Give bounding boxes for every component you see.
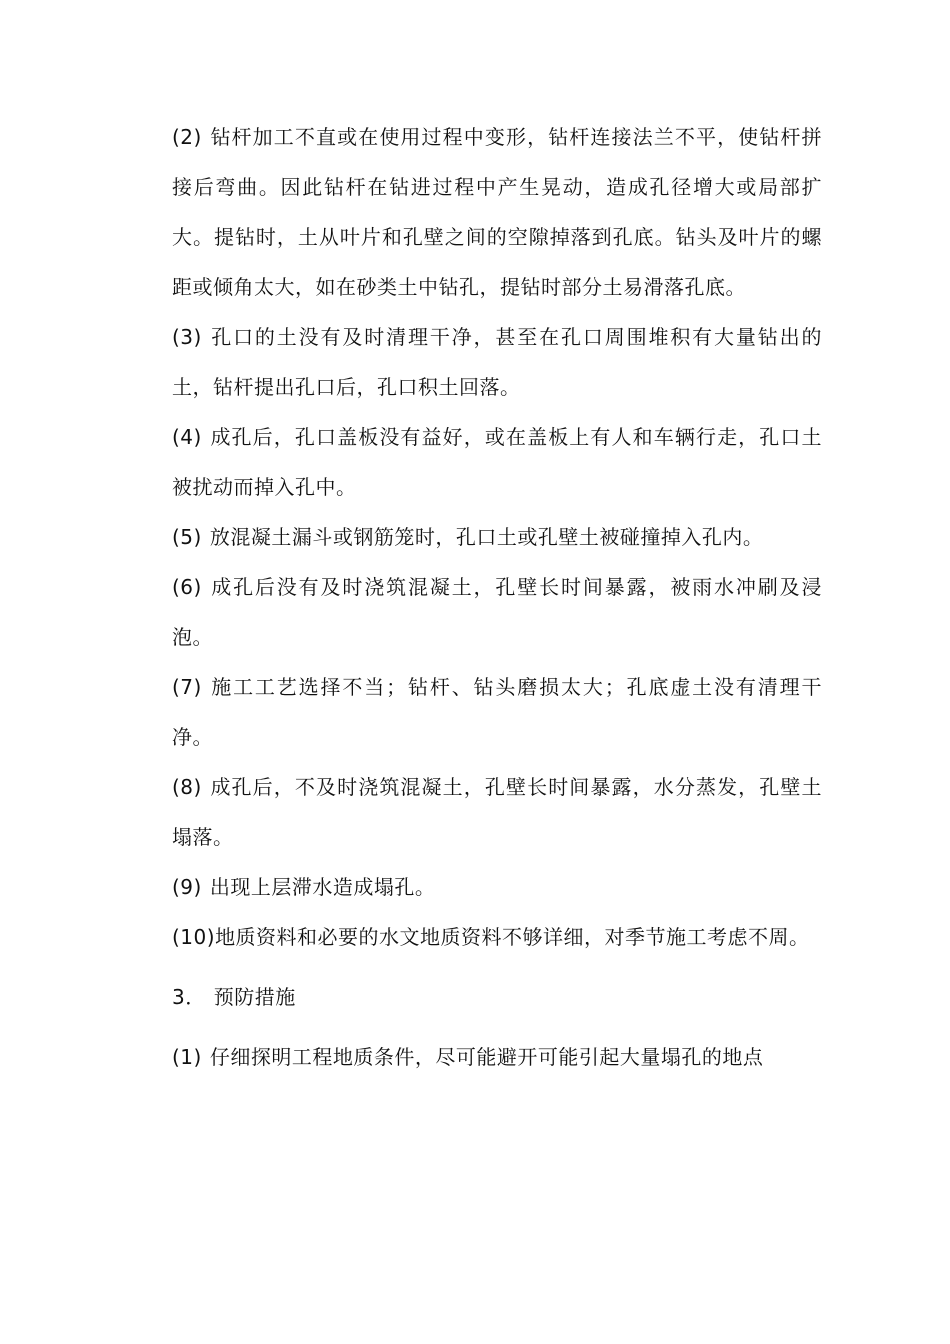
section-title: 预防措施	[213, 985, 296, 1009]
item-text: 成孔后，孔口盖板没有益好，或在盖板上有人和车辆行走，孔口土被扰动而掉入孔中。	[172, 425, 822, 499]
item-label: (2)	[172, 125, 202, 149]
item-text: 地质资料和必要的水文地质资料不够详细，对季节施工考虑不周。	[215, 925, 810, 949]
item-text: 仔细探明工程地质条件，尽可能避开可能引起大量塌孔的地点	[209, 1045, 764, 1069]
item-label: (6)	[172, 575, 202, 599]
section-number: 3．	[172, 985, 206, 1009]
item-label: (9)	[172, 875, 202, 899]
document-body	[172, 112, 822, 1082]
item-label: (3)	[172, 325, 202, 349]
list-item-2	[172, 112, 822, 312]
list-item-10	[172, 912, 822, 962]
measure-item-1	[172, 1032, 822, 1082]
item-label: (5)	[172, 525, 202, 549]
list-item-9	[172, 862, 822, 912]
item-text: 放混凝土漏斗或钢筋笼时，孔口土或孔壁土被碰撞掉入孔内。	[209, 525, 764, 549]
item-text: 施工工艺选择不当；钻杆、钻头磨损太大；孔底虚土没有清理干净。	[172, 675, 822, 749]
item-label: (8)	[172, 775, 202, 799]
list-item-5	[172, 512, 822, 562]
item-label: (4)	[172, 425, 202, 449]
item-label: (7)	[172, 675, 202, 699]
list-item-3	[172, 312, 822, 412]
list-item-6	[172, 562, 822, 662]
item-text: 成孔后，不及时浇筑混凝土，孔壁长时间暴露，水分蒸发，孔壁土塌落。	[172, 775, 822, 849]
list-item-7	[172, 662, 822, 762]
item-label: (1)	[172, 1045, 202, 1069]
item-text: 成孔后没有及时浇筑混凝土，孔壁长时间暴露，被雨水冲刷及浸泡。	[172, 575, 822, 649]
item-text: 钻杆加工不直或在使用过程中变形，钻杆连接法兰不平，使钻杆拼接后弯曲。因此钻杆在钻进过程中产生晃动，造成孔径增大或局部扩大。提钻时，土从叶片和孔壁之间的空隙掉落到孔底。钻头及叶片的螺距或倾角太大，如在砂类土中钻孔，提钻时部分土易滑落孔底。	[172, 125, 822, 299]
list-item-8	[172, 762, 822, 862]
list-item-4	[172, 412, 822, 512]
section-heading	[172, 972, 822, 1022]
item-text: 出现上层滞水造成塌孔。	[209, 875, 436, 899]
item-label: (10)	[172, 925, 216, 949]
item-text: 孔口的土没有及时清理干净，甚至在孔口周围堆积有大量钻出的土，钻杆提出孔口后，孔口积土回落。	[172, 325, 822, 399]
